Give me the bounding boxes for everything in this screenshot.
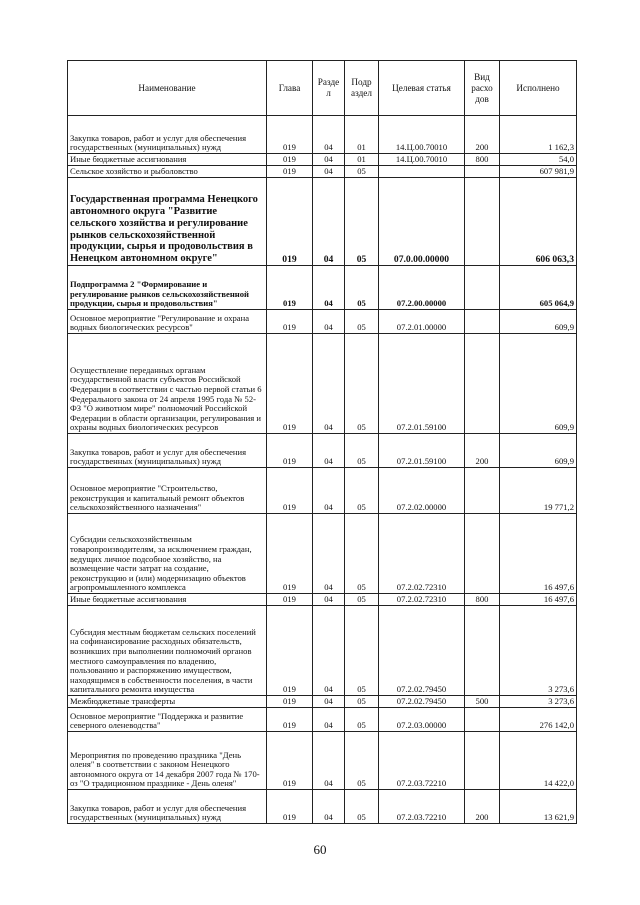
row-target: 07.2.01.59100 xyxy=(379,434,465,468)
row-section: 04 xyxy=(313,696,345,708)
table-body xyxy=(68,116,577,824)
row-executed: 16 497,6 xyxy=(500,514,577,594)
row-chapter: 019 xyxy=(267,310,313,334)
row-chapter: 019 xyxy=(267,594,313,606)
row-target: 07.2.02.79450 xyxy=(379,606,465,696)
row-name: Осуществление переданных органам государственной власти субъектов Российской Федерации в соответствии с частью первой статьи 6 Федерального закона от 24 апреля 1995 года № 52-ФЗ "О животном мире" полномочий Российской Федерации в области организации, регулирования и охраны водных биологических ресурсов xyxy=(68,334,267,434)
row-chapter: 019 xyxy=(267,708,313,732)
row-executed: 607 981,9 xyxy=(500,166,577,178)
table-row xyxy=(68,468,577,514)
row-chapter: 019 xyxy=(267,514,313,594)
row-executed: 1 162,3 xyxy=(500,116,577,154)
table-row xyxy=(68,310,577,334)
row-section: 04 xyxy=(313,790,345,824)
header-subsection: Подр аздел xyxy=(345,61,379,116)
row-subsection: 05 xyxy=(345,606,379,696)
row-target: 07.2.00.00000 xyxy=(379,266,465,310)
budget-table xyxy=(67,60,577,824)
row-name: Подпрограмма 2 "Формирование и регулирование рынков сельскохозяйственной продукции, сырья и продовольствия" xyxy=(68,266,267,310)
row-executed: 3 273,6 xyxy=(500,606,577,696)
table-row xyxy=(68,154,577,166)
row-executed: 606 063,3 xyxy=(500,178,577,266)
row-target: 07.2.03.00000 xyxy=(379,708,465,732)
row-executed: 19 771,2 xyxy=(500,468,577,514)
header-section: Разде л xyxy=(313,61,345,116)
table-row xyxy=(68,116,577,154)
table-row xyxy=(68,708,577,732)
row-section: 04 xyxy=(313,116,345,154)
header-expense-type: Вид расхо дов xyxy=(465,61,500,116)
header-name: Наименование xyxy=(68,61,267,116)
row-target: 07.0.00.00000 xyxy=(379,178,465,266)
table-row xyxy=(68,434,577,468)
row-name: Закупка товаров, работ и услуг для обеспечения государственных (муниципальных) нужд xyxy=(68,116,267,154)
row-section: 04 xyxy=(313,606,345,696)
row-target: 07.2.02.72310 xyxy=(379,514,465,594)
table-row xyxy=(68,606,577,696)
row-section: 04 xyxy=(313,434,345,468)
table-row xyxy=(68,696,577,708)
row-target: 07.2.01.59100 xyxy=(379,334,465,434)
row-name: Иные бюджетные ассигнования xyxy=(68,594,267,606)
row-chapter: 019 xyxy=(267,178,313,266)
row-executed: 609,9 xyxy=(500,310,577,334)
table-row xyxy=(68,594,577,606)
row-section: 04 xyxy=(313,468,345,514)
row-target: 14.Ц.00.70010 xyxy=(379,154,465,166)
row-subsection: 05 xyxy=(345,594,379,606)
row-expense-type: 500 xyxy=(465,696,500,708)
row-expense-type: 800 xyxy=(465,154,500,166)
table-row xyxy=(68,514,577,594)
row-name: Мероприятия по проведению праздника "День оленя" в соответствии с законом Ненецкого автономного округа от 14 декабря 2007 года № 170-оз "О традиционном празднике - День оленя" xyxy=(68,732,267,790)
row-name: Основное мероприятие "Строительство, реконструкция и капитальный ремонт объектов сельскохозяйственного назначения" xyxy=(68,468,267,514)
row-subsection: 05 xyxy=(345,468,379,514)
row-target: 07.2.02.79450 xyxy=(379,696,465,708)
row-subsection: 05 xyxy=(345,310,379,334)
row-section: 04 xyxy=(313,266,345,310)
row-expense-type: 200 xyxy=(465,434,500,468)
row-section: 04 xyxy=(313,594,345,606)
row-section: 04 xyxy=(313,732,345,790)
row-subsection: 01 xyxy=(345,154,379,166)
row-section: 04 xyxy=(313,514,345,594)
row-name: Закупка товаров, работ и услуг для обеспечения государственных (муниципальных) нужд xyxy=(68,790,267,824)
table-row xyxy=(68,266,577,310)
row-chapter: 019 xyxy=(267,166,313,178)
row-section: 04 xyxy=(313,708,345,732)
row-name: Государственная программа Ненецкого автономного округа "Развитие сельского хозяйства и регулирование рынков сельскохозяйственной продукции, сырья и продовольствия в Ненецком автономном округе" xyxy=(68,178,267,266)
row-subsection: 05 xyxy=(345,178,379,266)
row-target: 07.2.02.72310 xyxy=(379,594,465,606)
row-expense-type xyxy=(465,606,500,696)
row-expense-type xyxy=(465,310,500,334)
row-name: Основное мероприятие "Регулирование и охрана водных биологических ресурсов" xyxy=(68,310,267,334)
row-section: 04 xyxy=(313,310,345,334)
row-subsection: 05 xyxy=(345,166,379,178)
row-expense-type: 200 xyxy=(465,116,500,154)
row-expense-type xyxy=(465,178,500,266)
row-chapter: 019 xyxy=(267,606,313,696)
row-subsection: 05 xyxy=(345,334,379,434)
row-section: 04 xyxy=(313,166,345,178)
row-executed: 609,9 xyxy=(500,434,577,468)
row-expense-type: 800 xyxy=(465,594,500,606)
header-chapter: Глава xyxy=(267,61,313,116)
row-executed: 609,9 xyxy=(500,334,577,434)
row-subsection: 01 xyxy=(345,116,379,154)
row-executed: 14 422,0 xyxy=(500,732,577,790)
row-name: Сельское хозяйство и рыболовство xyxy=(68,166,267,178)
row-executed: 54,0 xyxy=(500,154,577,166)
row-target: 07.2.01.00000 xyxy=(379,310,465,334)
table-row xyxy=(68,334,577,434)
row-name: Иные бюджетные ассигнования xyxy=(68,154,267,166)
row-chapter: 019 xyxy=(267,732,313,790)
row-name: Закупка товаров, работ и услуг для обеспечения государственных (муниципальных) нужд xyxy=(68,434,267,468)
row-subsection: 05 xyxy=(345,434,379,468)
header-row xyxy=(68,61,577,116)
row-target xyxy=(379,166,465,178)
row-chapter: 019 xyxy=(267,790,313,824)
row-chapter: 019 xyxy=(267,468,313,514)
row-expense-type xyxy=(465,732,500,790)
row-section: 04 xyxy=(313,178,345,266)
row-target: 07.2.03.72210 xyxy=(379,732,465,790)
page-number: 60 xyxy=(313,842,327,857)
row-executed: 13 621,9 xyxy=(500,790,577,824)
row-subsection: 05 xyxy=(345,708,379,732)
row-subsection: 05 xyxy=(345,696,379,708)
row-subsection: 05 xyxy=(345,266,379,310)
row-expense-type xyxy=(465,468,500,514)
row-name: Субсидии сельскохозяйственным товаропроизводителям, за исключением граждан, ведущих личное подсобное хозяйство, на возмещение части затрат на создание, реконструкцию и (или) модернизацию объектов агропромышленного комплекса xyxy=(68,514,267,594)
table-row xyxy=(68,790,577,824)
row-chapter: 019 xyxy=(267,266,313,310)
row-expense-type xyxy=(465,514,500,594)
row-expense-type xyxy=(465,166,500,178)
row-expense-type xyxy=(465,266,500,310)
row-name: Субсидия местным бюджетам сельских поселений на софинансирование расходных обязательств, возникших при выполнении полномочий органов местного самоуправления по владению, пользованию и распоряжению имуществом, находящимся в собственности поселения, в части капитального ремонта имущества xyxy=(68,606,267,696)
row-target: 07.2.02.00000 xyxy=(379,468,465,514)
table-row xyxy=(68,178,577,266)
row-expense-type xyxy=(465,708,500,732)
row-target: 14.Ц.00.70010 xyxy=(379,116,465,154)
row-expense-type xyxy=(465,334,500,434)
row-executed: 3 273,6 xyxy=(500,696,577,708)
row-executed: 276 142,0 xyxy=(500,708,577,732)
row-executed: 605 064,9 xyxy=(500,266,577,310)
row-chapter: 019 xyxy=(267,116,313,154)
row-subsection: 05 xyxy=(345,732,379,790)
row-subsection: 05 xyxy=(345,790,379,824)
row-chapter: 019 xyxy=(267,696,313,708)
header-executed: Исполнено xyxy=(500,61,577,116)
row-chapter: 019 xyxy=(267,334,313,434)
row-section: 04 xyxy=(313,154,345,166)
row-section: 04 xyxy=(313,334,345,434)
row-name: Основное мероприятие "Поддержка и развитие северного оленеводства" xyxy=(68,708,267,732)
row-target: 07.2.03.72210 xyxy=(379,790,465,824)
row-subsection: 05 xyxy=(345,514,379,594)
header-target: Целевая статья xyxy=(379,61,465,116)
row-chapter: 019 xyxy=(267,434,313,468)
table-row xyxy=(68,732,577,790)
row-expense-type: 200 xyxy=(465,790,500,824)
row-executed: 16 497,6 xyxy=(500,594,577,606)
row-name: Межбюджетные трансферты xyxy=(68,696,267,708)
table-row xyxy=(68,166,577,178)
row-chapter: 019 xyxy=(267,154,313,166)
